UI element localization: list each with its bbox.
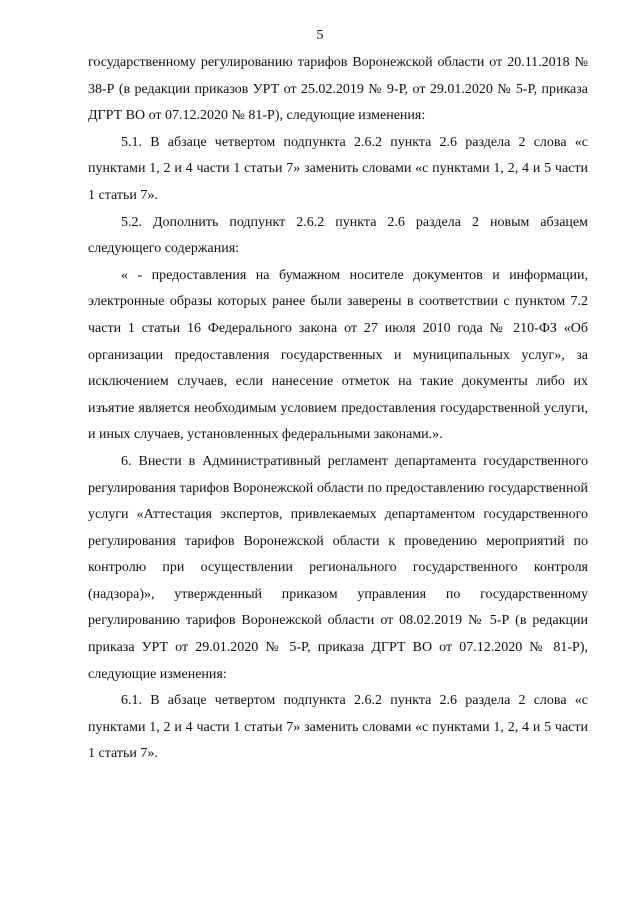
paragraph-continuation: государственному регулированию тарифов Воронежской области от 20.11.2018 № 38-Р (в редакции приказов УРТ от 25.02.2019 № 9-Р, от 29.01.2020 № 5-Р, приказа ДГРТ ВО от 07.12.2020 № 81-Р), следующие изменения: [88, 55, 588, 124]
paragraph-quoted-addition: « - предоставления на бумажном носителе документов и информации, электронные образы которых ранее были заверены в соответствии с пунктом 7.2 части 1 статьи 16 Федерального закона от 27 июля 2010 года № 210-ФЗ «Об организации предоставления государственных и муниципальных услуг», за исключением случаев, если нанесение отметок на такие документы либо их изъятие является необходимым условием предоставления государственной услуги, и иных случаев, установленных федеральными законами.». [88, 267, 588, 443]
paragraph-6: 6. Внести в Административный регламент департамента государственного регулирования тарифов Воронежской области по предоставлению государственной услуги «Аттестация экспертов, привлекаемых департаментом государственного регулирования тарифов Воронежской области к проведению мероприятий по контролю при осуществлении регионального государственного контроля (надзора)», утвержденный приказом управления по государственному регулированию тарифов Воронежской области от 08.02.2019 № 5-Р (в редакции приказа УРТ от 29.01.2020 № 5-Р, приказа ДГРТ ВО от 07.12.2020 № 81-Р), следующие изменения: [88, 453, 588, 682]
document-body [88, 50, 588, 768]
paragraph-5-1: 5.1. В абзаце четвертом подпункта 2.6.2 пункта 2.6 раздела 2 слова «с пунктами 1, 2 и 4 части 1 статьи 7» заменить словами «с пунктами 1, 2, 4 и 5 части 1 статьи 7». [88, 134, 588, 203]
page-number: 5 [316, 28, 324, 43]
paragraph-5-2: 5.2. Дополнить подпункт 2.6.2 пункта 2.6 раздела 2 новым абзацем следующего содержания: [88, 214, 588, 257]
paragraph-6-1: 6.1. В абзаце четвертом подпункта 2.6.2 пункта 2.6 раздела 2 слова «с пунктами 1, 2 и 4 части 1 статьи 7» заменить словами «с пунктами 1, 2, 4 и 5 части 1 статьи 7». [88, 693, 588, 762]
